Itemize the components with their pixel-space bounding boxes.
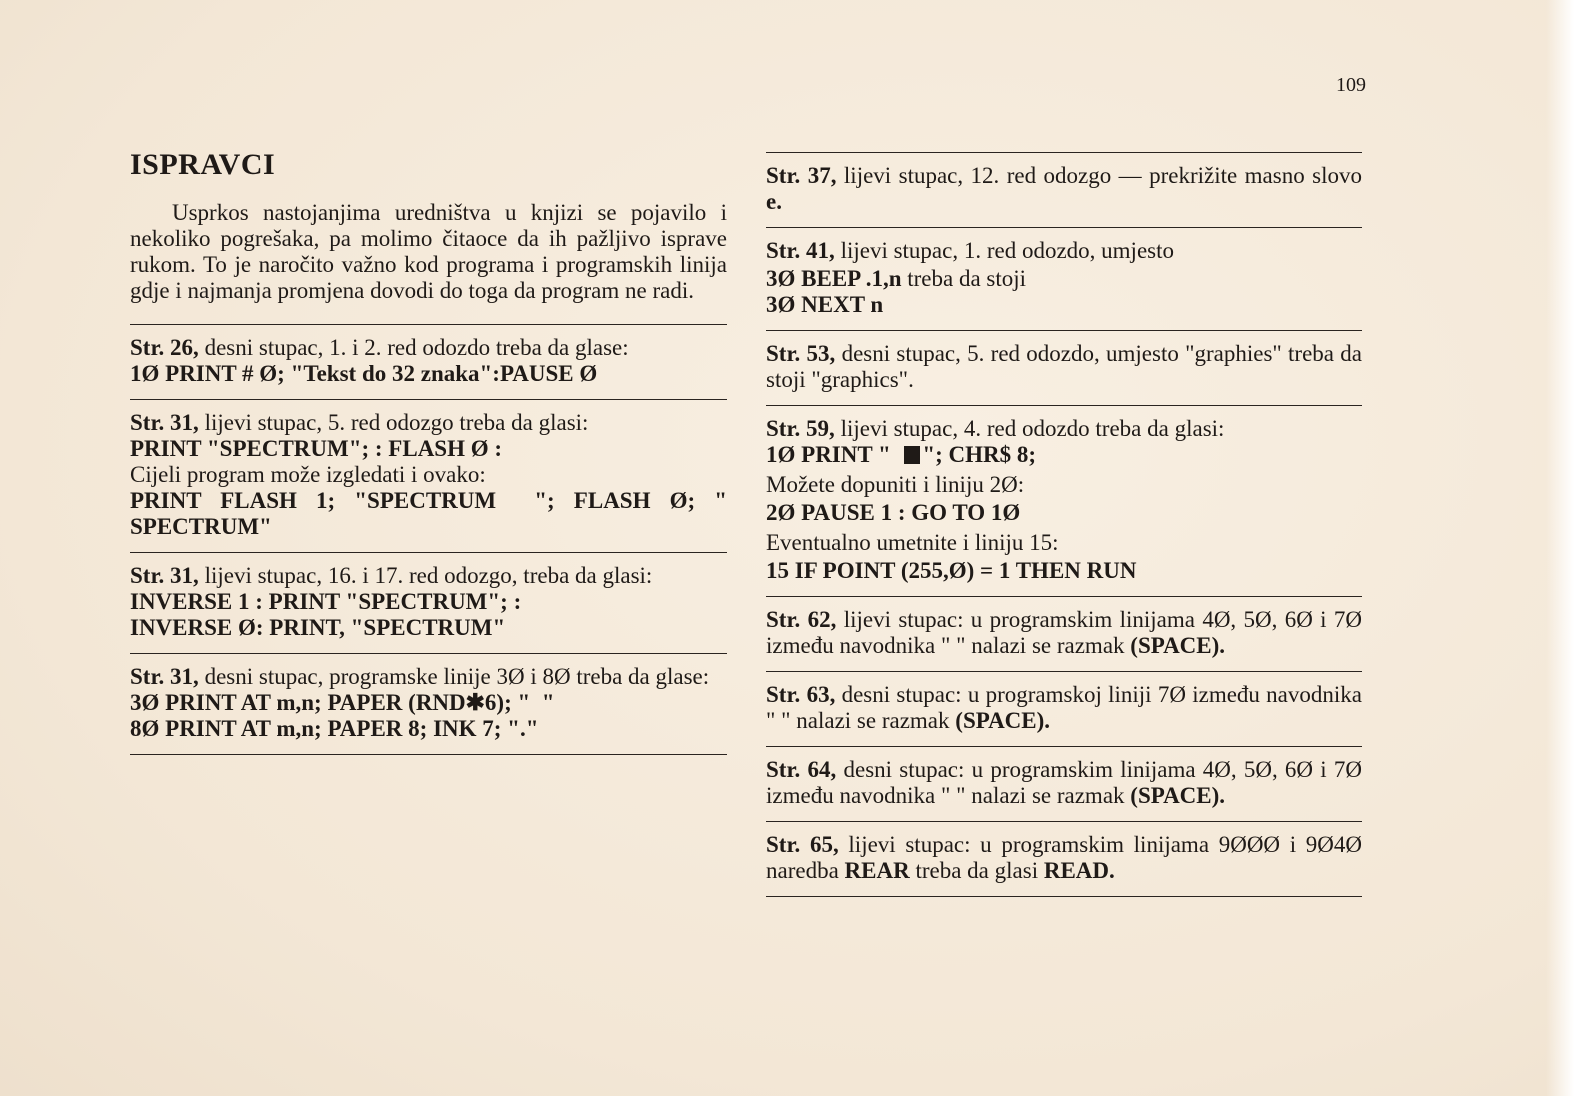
code-part: 1Ø PRINT " xyxy=(766,442,903,467)
entry-text xyxy=(130,664,727,690)
page-fold-edge xyxy=(1546,0,1586,1096)
entry-text xyxy=(130,563,727,589)
correction-entry xyxy=(766,747,1362,822)
correction-entry xyxy=(130,400,739,553)
correction-entry xyxy=(766,331,1362,406)
entry-text xyxy=(766,682,1362,734)
entry-text xyxy=(766,238,1362,264)
correction-entry xyxy=(766,406,1362,597)
correction-entry xyxy=(766,672,1362,747)
entry-text xyxy=(766,416,1362,442)
bold-word: REAR xyxy=(844,858,910,883)
entry-description: lijevi stupac, 1. red odozdo, umjesto xyxy=(834,238,1174,263)
page-number: 109 xyxy=(1336,74,1366,96)
entry-text xyxy=(766,607,1362,659)
correction-entry xyxy=(130,325,727,400)
inline-after: treba da stoji xyxy=(901,266,1027,291)
code-line: 3Ø PRINT AT m,n; PAPER (RND✱6); " " 8Ø PRINT AT m,n; PAPER 8; INK 7; "." xyxy=(130,690,555,741)
page-reference: Str. 31, xyxy=(130,664,199,689)
entry-note: Eventualno umetnite i liniju 15: xyxy=(766,530,1059,555)
correction-entry xyxy=(766,597,1362,672)
entry-description-cont: treba da glasi xyxy=(909,858,1044,883)
bold-tail: (SPACE). xyxy=(955,708,1051,733)
correction-entry xyxy=(130,654,727,755)
entry-description: desni stupac, programske linije 3Ø i 8Ø treba da glase: xyxy=(198,664,710,689)
page-reference: Str. 41, xyxy=(766,238,835,263)
code-line: PRINT FLASH 1; "SPECTRUM "; FLASH Ø; " SPECTRUM" xyxy=(130,488,739,539)
entry-description: lijevi stupac, 12. red odozgo — prekrižite masno slovo xyxy=(836,163,1362,188)
page-reference: Str. 31, xyxy=(130,563,199,588)
right-column xyxy=(766,152,1362,897)
intro-paragraph: Usprkos nastojanjima uredništva u knjizi se pojavilo i nekoliko pogrešaka, pa molimo čitaoce da ih pažljivo isprave rukom. To je naročito važno kod programa i programskih linija gdje i najmanja promjena dovodi do toga da program ne radi. xyxy=(130,200,727,303)
code-line: 3Ø NEXT n xyxy=(766,292,884,317)
correction-entry xyxy=(130,553,727,654)
entry-description: desni stupac, 1. i 2. red odozdo treba da glase: xyxy=(198,335,629,360)
bold-tail: (SPACE). xyxy=(1130,633,1226,658)
section-title: ISPRAVCI xyxy=(130,148,276,181)
code-line: PRINT "SPECTRUM"; : FLASH Ø : xyxy=(130,436,503,461)
page-reference: Str. 62, xyxy=(766,607,837,632)
code-line: 15 IF POINT (255,Ø) = 1 THEN RUN xyxy=(766,558,1137,583)
code-part: "; CHR$ 8; xyxy=(922,442,1037,467)
correction-entry xyxy=(766,228,1362,331)
entry-text xyxy=(130,410,727,436)
entry-description: lijevi stupac, 4. red odozdo treba da glasi: xyxy=(834,416,1225,441)
code-line xyxy=(766,442,1362,468)
entry-note: Možete dopuniti i liniju 2Ø: xyxy=(766,472,1025,497)
entry-description: lijevi stupac: u programskim linijama 4Ø, 5Ø, 6Ø i 7Ø između navodnika " " nalazi se razmak xyxy=(766,607,1362,658)
entry-text xyxy=(766,163,1362,215)
entry-text xyxy=(766,832,1362,884)
graphic-block-icon xyxy=(904,446,920,464)
correction-entry xyxy=(766,153,1362,228)
code-line: 1Ø PRINT # Ø; "Tekst do 32 znaka":PAUSE Ø xyxy=(130,361,598,386)
page-reference: Str. 64, xyxy=(766,757,837,782)
page-reference: Str. 37, xyxy=(766,163,837,188)
entry-description: lijevi stupac, 5. red odozgo treba da glasi: xyxy=(198,410,589,435)
page-reference: Str. 63, xyxy=(766,682,836,707)
bold-tail: READ. xyxy=(1043,858,1115,883)
entry-note: Cijeli program može izgledati i ovako: xyxy=(130,462,486,487)
bold-letter: e. xyxy=(766,189,782,214)
entry-inline-line xyxy=(766,266,1362,292)
page-reference: Str. 65, xyxy=(766,832,839,857)
entry-description: lijevi stupac: u programskim linijama 9ØØØ i 9Ø4Ø naredba xyxy=(766,832,1362,883)
entry-description: lijevi stupac, 16. i 17. red odozgo, treba da glasi: xyxy=(198,563,653,588)
entry-text xyxy=(130,335,727,361)
entry-text xyxy=(766,757,1362,809)
bold-tail: (SPACE). xyxy=(1130,783,1226,808)
page-reference: Str. 53, xyxy=(766,341,836,366)
correction-entry xyxy=(766,822,1362,897)
entry-description: desni stupac, 5. red odozdo, umjesto "graphies" treba da stoji "graphics". xyxy=(766,341,1362,392)
code-line: 2Ø PAUSE 1 : GO TO 1Ø xyxy=(766,500,1021,525)
entry-text xyxy=(766,341,1362,393)
code-line: INVERSE 1 : PRINT "SPECTRUM"; : INVERSE Ø: PRINT, "SPECTRUM" xyxy=(130,589,522,640)
page-reference: Str. 26, xyxy=(130,335,199,360)
left-column xyxy=(130,140,739,755)
page-reference: Str. 59, xyxy=(766,416,835,441)
entry-description: desni stupac: u programskim linijama 4Ø, 5Ø, 6Ø i 7Ø između navodnika " " nalazi se razmak xyxy=(766,757,1362,808)
entry-description: desni stupac: u programskoj liniji 7Ø između navodnika " " nalazi se razmak xyxy=(766,682,1362,733)
page-reference: Str. 31, xyxy=(130,410,199,435)
inline-code: 3Ø BEEP .1,n xyxy=(766,266,902,291)
